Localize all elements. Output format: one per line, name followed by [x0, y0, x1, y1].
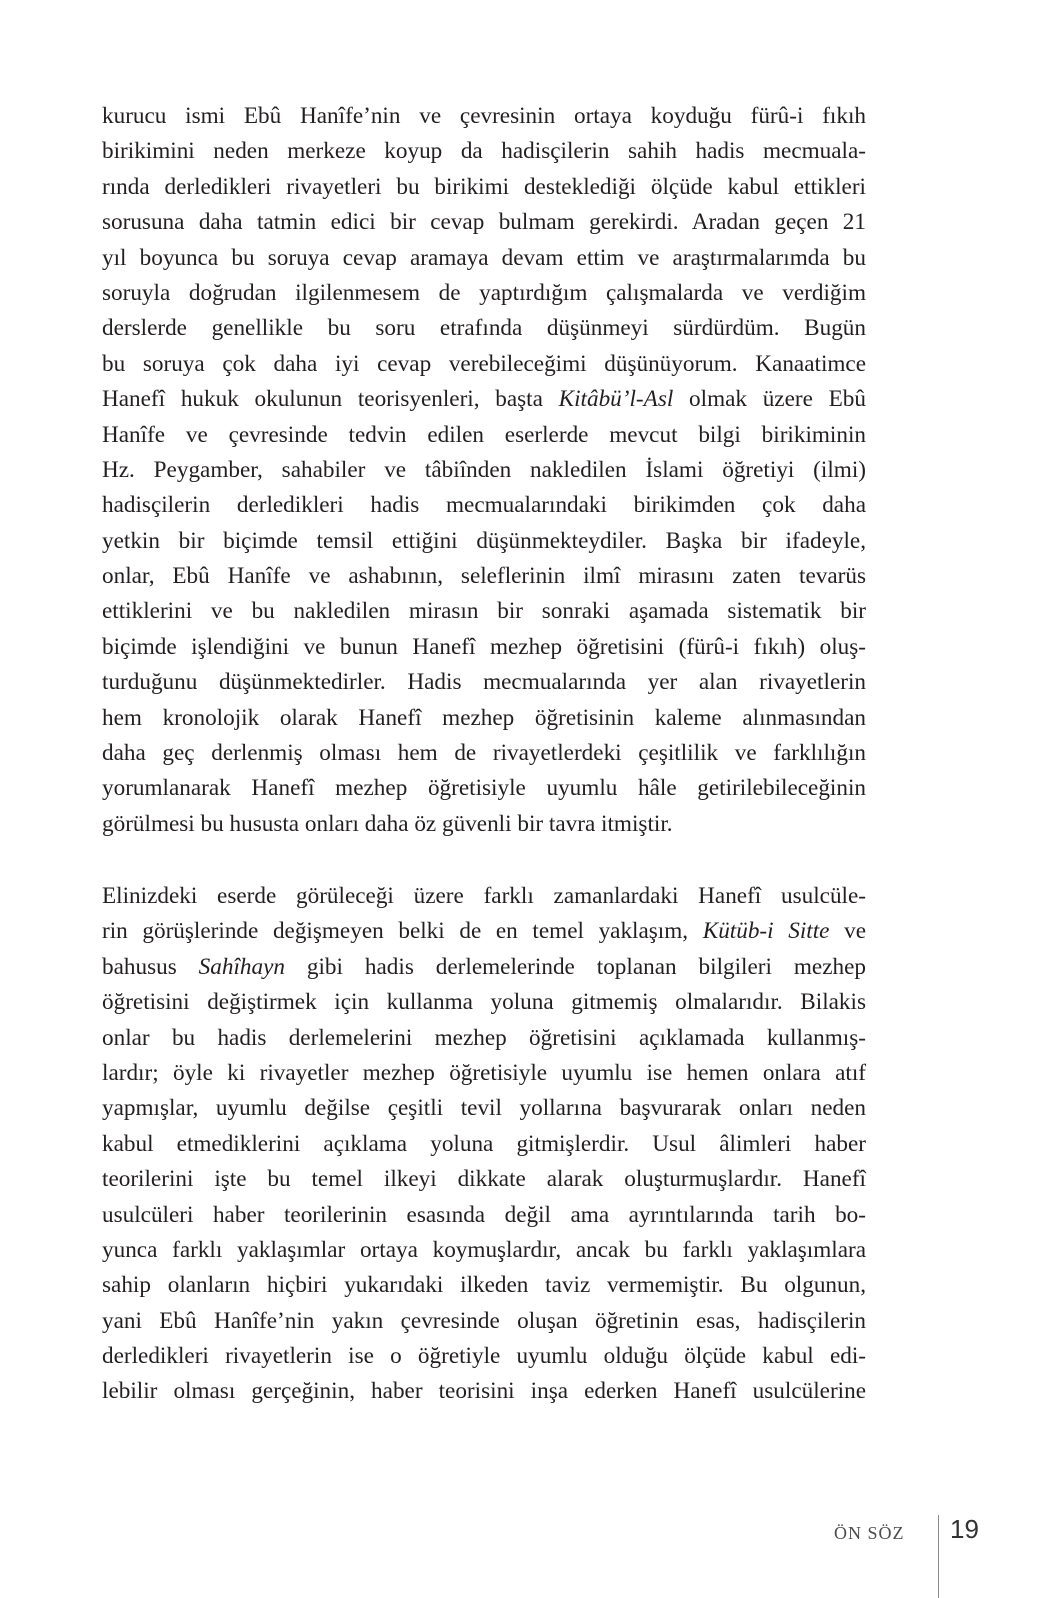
text-run: daha geç derlenmiş olması hem de rivayetlerdeki çeşitlilik ve farklılığın — [102, 740, 866, 767]
text-line — [102, 1304, 866, 1339]
text-run: Hz. Peygamber, sahabiler ve tâbiînden nakledilen İslami öğretiyi (ilmi) — [102, 456, 866, 483]
text-line — [102, 950, 866, 985]
text-line — [102, 559, 866, 594]
text-line — [102, 771, 866, 806]
text-run: derledikleri rivayetlerin ise o öğretiyle uyumlu olduğu ölçüde kabul edi- — [102, 1343, 866, 1370]
text-line — [102, 205, 866, 240]
text-run: bahusus — [102, 953, 199, 980]
text-run: görülmesi bu hususta onları daha öz güvenli bir tavra itmiştir. — [102, 810, 673, 837]
text-line — [102, 524, 866, 559]
text-line — [102, 488, 866, 523]
footer-divider — [938, 1515, 939, 1598]
paragraph-1 — [102, 99, 866, 842]
text-line — [102, 1198, 866, 1233]
text-run: teorilerini işte bu temel ilkeyi dikkate alarak oluşturmuşlardır. Hanefî — [102, 1166, 866, 1193]
text-run: onlar, Ebû Hanîfe ve ashabının, seleflerinin ilmî mirasını zaten tevarüs — [102, 563, 866, 590]
text-line — [102, 241, 866, 276]
text-run: biçimde işlendiğini ve bunun Hanefî mezhep öğretisini (fürû-i fıkıh) oluş- — [102, 633, 866, 660]
text-line — [102, 736, 866, 771]
paragraph-2 — [102, 879, 866, 1410]
text-run: Hanîfe ve çevresinde tedvin edilen eserlerde mevcut bilgi birikiminin — [102, 421, 866, 448]
text-line — [102, 311, 866, 346]
text-line — [102, 1339, 866, 1374]
text-line — [102, 99, 866, 134]
text-run: öğretisini değiştirmek için kullanma yoluna gitmemiş olmalarıdır. Bilakis — [102, 989, 866, 1016]
text-line — [102, 134, 866, 169]
text-run: yani Ebû Hanîfe’nin yakın çevresinde oluşan öğretinin esas, hadisçilerin — [102, 1307, 866, 1334]
text-line — [102, 1233, 866, 1268]
text-run: gibi hadis derlemelerinde toplanan bilgileri mezhep — [284, 953, 866, 980]
text-run: yıl boyunca bu soruya cevap aramaya devam ettim ve araştırmalarımda bu — [102, 244, 866, 271]
text-line — [102, 347, 866, 382]
text-run: turduğunu düşünmektedirler. Hadis mecmualarında yer alan rivayetlerin — [102, 669, 866, 696]
italic-title: Kitâbü’l-Asl — [558, 386, 674, 413]
text-run: hem kronolojik olarak Hanefî mezhep öğretisinin kaleme alınmasından — [102, 704, 866, 731]
italic-title: Kütüb-i Sitte — [702, 918, 830, 945]
text-line — [102, 382, 866, 417]
text-run: ettiklerini ve bu nakledilen mirasın bir sonraki aşamada sistematik bir — [102, 598, 866, 625]
text-line — [102, 1091, 866, 1126]
text-run: yunca farklı yaklaşımlar ortaya koymuşlardır, ancak bu farklı yaklaşımlara — [102, 1236, 866, 1263]
running-footer-section-label: ÖN SÖZ — [834, 1523, 905, 1543]
text-run: yetkin bir biçimde temsil ettiğini düşünmekteydiler. Başka bir ifadeyle, — [102, 527, 866, 554]
text-line — [102, 665, 866, 700]
text-run: yapmışlar, uyumlu değilse çeşitli tevil yollarına başvurarak onları neden — [102, 1095, 866, 1122]
text-run: sahip olanların hiçbiri yukarıdaki ilkeden taviz vermemiştir. Bu olgunun, — [102, 1272, 866, 1299]
text-run: olmak üzere Ebû — [673, 386, 866, 413]
text-run: lebilir olması gerçeğinin, haber teorisini inşa ederken Hanefî usulcülerine — [102, 1378, 866, 1405]
text-line — [102, 453, 866, 488]
text-run: kabul etmediklerini açıklama yoluna gitmişlerdir. Usul âlimleri haber — [102, 1130, 866, 1157]
text-line — [102, 914, 866, 949]
text-line — [102, 630, 866, 665]
text-line — [102, 1021, 866, 1056]
text-run: kurucu ismi Ebû Hanîfe’nin ve çevresinin ortaya koyduğu fürû-i fıkıh — [102, 103, 866, 129]
text-line — [102, 1374, 866, 1409]
text-line — [102, 701, 866, 736]
text-run: ve — [829, 918, 866, 945]
text-run: lardır; öyle ki rivayetler mezhep öğretisiyle uyumlu ise hemen onlara atıf — [102, 1059, 866, 1086]
text-line — [102, 1127, 866, 1162]
text-run: sorusuna daha tatmin edici bir cevap bulmam gerekirdi. Aradan geçen 21 — [102, 209, 866, 236]
text-run: hadisçilerin derledikleri hadis mecmualarındaki birikimden çok daha — [102, 492, 866, 519]
text-run: Elinizdeki eserde görüleceği üzere farklı zamanlardaki Hanefî usulcüle- — [102, 883, 866, 909]
text-run: usulcüleri haber teorilerinin esasında değil ama ayrıntılarında tarih bo- — [102, 1201, 866, 1228]
text-line — [102, 1268, 866, 1303]
text-line — [102, 170, 866, 205]
text-run: birikimini neden merkeze koyup da hadisçilerin sahih hadis mecmuala- — [102, 138, 866, 165]
text-run: rında derledikleri rivayetleri bu birikimi desteklediği ölçüde kabul ettikleri — [102, 173, 866, 200]
text-run: derslerde genellikle bu soru etrafında düşünmeyi sürdürdüm. Bugün — [102, 315, 866, 342]
text-line — [102, 879, 866, 914]
text-line — [102, 807, 866, 842]
text-run: yorumlanarak Hanefî mezhep öğretisiyle uyumlu hâle getirilebileceğinin — [102, 775, 866, 802]
text-line — [102, 594, 866, 629]
text-run: rin görüşlerinde değişmeyen belki de en temel yaklaşım, — [102, 918, 703, 945]
italic-title: Sahîhayn — [198, 953, 285, 980]
text-line — [102, 1162, 866, 1197]
text-run: soruyla doğrudan ilgilenmesem de yaptırdığım çalışmalarda ve verdiğim — [102, 279, 866, 306]
text-line — [102, 418, 866, 453]
text-line — [102, 1056, 866, 1091]
text-line — [102, 985, 866, 1020]
text-line — [102, 276, 866, 311]
text-run: Hanefî hukuk okulunun teorisyenleri, başta — [102, 386, 559, 413]
text-run: bu soruya çok daha iyi cevap verebileceğimi düşünüyorum. Kanaatimce — [102, 350, 866, 377]
text-run: onlar bu hadis derlemelerini mezhep öğretisini açıklamada kullanmış- — [102, 1024, 866, 1051]
page-number: 19 — [950, 1514, 979, 1544]
